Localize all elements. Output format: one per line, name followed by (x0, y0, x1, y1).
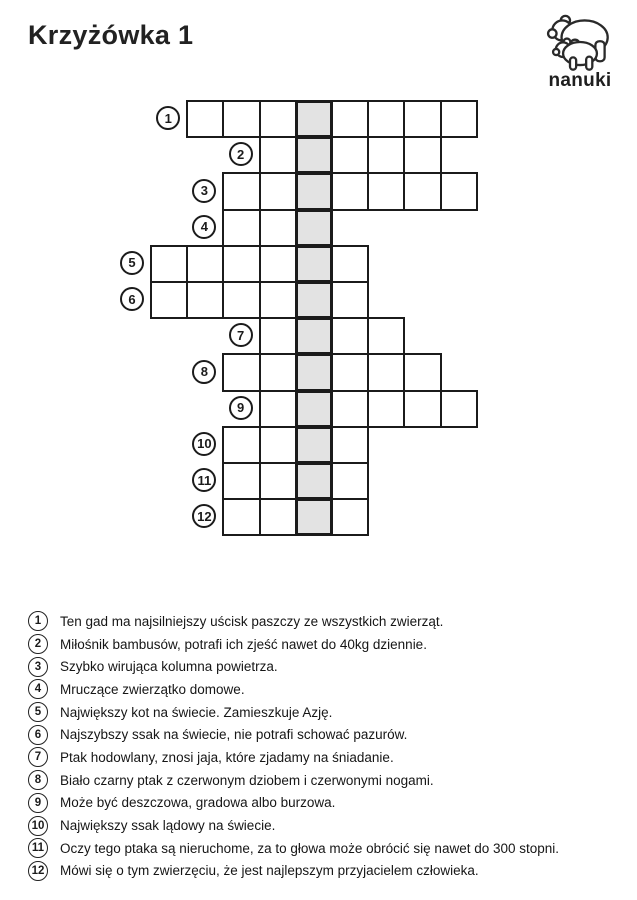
grid-cell (222, 245, 260, 283)
grid-cell (440, 390, 478, 428)
clue-text: Może być deszczowa, gradowa albo burzowa. (60, 795, 336, 811)
grid-cell (367, 172, 405, 210)
grid-cell (403, 390, 441, 428)
clue-text: Ten gad ma najsilniejszy uścisk paszczy ze wszystkich zwierząt. (60, 613, 444, 629)
grid-cell (222, 172, 260, 210)
grid-cell (367, 353, 405, 391)
clue-number-badge: 7 (28, 747, 48, 767)
answer-cell (295, 281, 333, 319)
clue-item (28, 837, 618, 860)
clue-item (28, 860, 618, 883)
grid-cell (367, 100, 405, 138)
answer-cell (295, 426, 333, 464)
clue-text: Największy ssak lądowy na świecie. (60, 818, 276, 834)
clue-text: Biało czarny ptak z czerwonym dziobem i czerwonymi nogami. (60, 772, 434, 788)
clues-list (28, 610, 618, 882)
grid-cell (331, 172, 369, 210)
clue-number-badge: 11 (28, 838, 48, 858)
grid-cell (259, 100, 297, 138)
grid-cell (259, 390, 297, 428)
row-number-badge: 8 (192, 360, 216, 384)
grid-cell (259, 209, 297, 247)
grid-cell (186, 281, 224, 319)
grid-cell (186, 100, 224, 138)
row-number-badge: 12 (192, 504, 216, 528)
grid-cell (331, 426, 369, 464)
clue-item (28, 610, 618, 633)
row-number-badge: 7 (229, 323, 253, 347)
grid-cell (331, 281, 369, 319)
clue-text: Mówi się o tym zwierzęciu, że jest najlepszym przyjacielem człowieka. (60, 863, 479, 879)
answer-cell (295, 317, 333, 355)
grid-cell (222, 353, 260, 391)
clue-number-badge: 10 (28, 816, 48, 836)
grid-cell (222, 498, 260, 536)
clue-number-badge: 12 (28, 861, 48, 881)
grid-cell (440, 100, 478, 138)
clue-item (28, 633, 618, 656)
clue-item (28, 723, 618, 746)
grid-cell (331, 245, 369, 283)
grid-cell (331, 136, 369, 174)
clue-text: Największy kot na świecie. Zamieszkuje Azję. (60, 704, 333, 720)
row-number-badge: 11 (192, 468, 216, 492)
grid-cell (222, 426, 260, 464)
grid-cell (331, 390, 369, 428)
grid-cell (222, 281, 260, 319)
row-number-badge: 4 (192, 215, 216, 239)
grid-cell (403, 353, 441, 391)
grid-cell (259, 498, 297, 536)
grid-cell (331, 462, 369, 500)
clue-text: Ptak hodowlany, znosi jaja, które zjadamy na śniadanie. (60, 749, 394, 765)
answer-cell (295, 353, 333, 391)
answer-cell (295, 172, 333, 210)
answer-cell (295, 209, 333, 247)
grid-cell (331, 353, 369, 391)
clue-number-badge: 2 (28, 634, 48, 654)
grid-cell (150, 281, 188, 319)
grid-cell (367, 136, 405, 174)
grid-cell (259, 136, 297, 174)
grid-cell (259, 172, 297, 210)
row-number-badge: 3 (192, 179, 216, 203)
grid-cell (403, 100, 441, 138)
answer-cell (295, 462, 333, 500)
clue-text: Oczy tego ptaka są nieruchome, za to głowa może obrócić się nawet do 300 stopni. (60, 840, 560, 856)
clue-number-badge: 3 (28, 657, 48, 677)
grid-cell (367, 317, 405, 355)
grid-cell (440, 172, 478, 210)
grid-cell (367, 390, 405, 428)
answer-cell (295, 390, 333, 428)
grid-cell (259, 462, 297, 500)
grid-cell (259, 245, 297, 283)
answer-cell (295, 245, 333, 283)
grid-cell (222, 100, 260, 138)
row-number-badge: 1 (156, 106, 180, 130)
row-number-badge: 9 (229, 396, 253, 420)
clue-item (28, 792, 618, 815)
clue-number-badge: 1 (28, 611, 48, 631)
clue-item (28, 701, 618, 724)
clue-item (28, 655, 618, 678)
grid-cell (331, 498, 369, 536)
clue-number-badge: 8 (28, 770, 48, 790)
clue-number-badge: 6 (28, 725, 48, 745)
grid-cell (331, 317, 369, 355)
grid-cell (150, 245, 188, 283)
clue-text: Miłośnik bambusów, potrafi ich zjeść nawet do 40kg dziennie. (60, 636, 427, 652)
clue-item (28, 814, 618, 837)
clue-item (28, 769, 618, 792)
clue-number-badge: 5 (28, 702, 48, 722)
row-number-badge: 6 (120, 287, 144, 311)
answer-cell (295, 136, 333, 174)
grid-cell (331, 100, 369, 138)
page-title: Krzyżówka 1 (28, 20, 194, 50)
row-number-badge: 2 (229, 142, 253, 166)
grid-cell (259, 353, 297, 391)
clue-text: Szybko wirująca kolumna powietrza. (60, 659, 278, 675)
clue-item (28, 678, 618, 701)
answer-cell (295, 498, 333, 536)
answer-cell (295, 100, 333, 138)
grid-cell (222, 209, 260, 247)
grid-cell (403, 136, 441, 174)
grid-cell (186, 245, 224, 283)
grid-cell (259, 426, 297, 464)
brand-name: nanuki (548, 70, 612, 91)
row-number-badge: 5 (120, 251, 144, 275)
clue-text: Mruczące zwierzątko domowe. (60, 681, 245, 697)
clue-text: Najszybszy ssak na świecie, nie potrafi schować pazurów. (60, 727, 408, 743)
grid-cell (403, 172, 441, 210)
row-number-badge: 10 (192, 432, 216, 456)
clue-number-badge: 4 (28, 679, 48, 699)
clue-number-badge: 9 (28, 793, 48, 813)
grid-cell (222, 462, 260, 500)
clue-item (28, 746, 618, 769)
grid-cell (259, 281, 297, 319)
grid-cell (259, 317, 297, 355)
